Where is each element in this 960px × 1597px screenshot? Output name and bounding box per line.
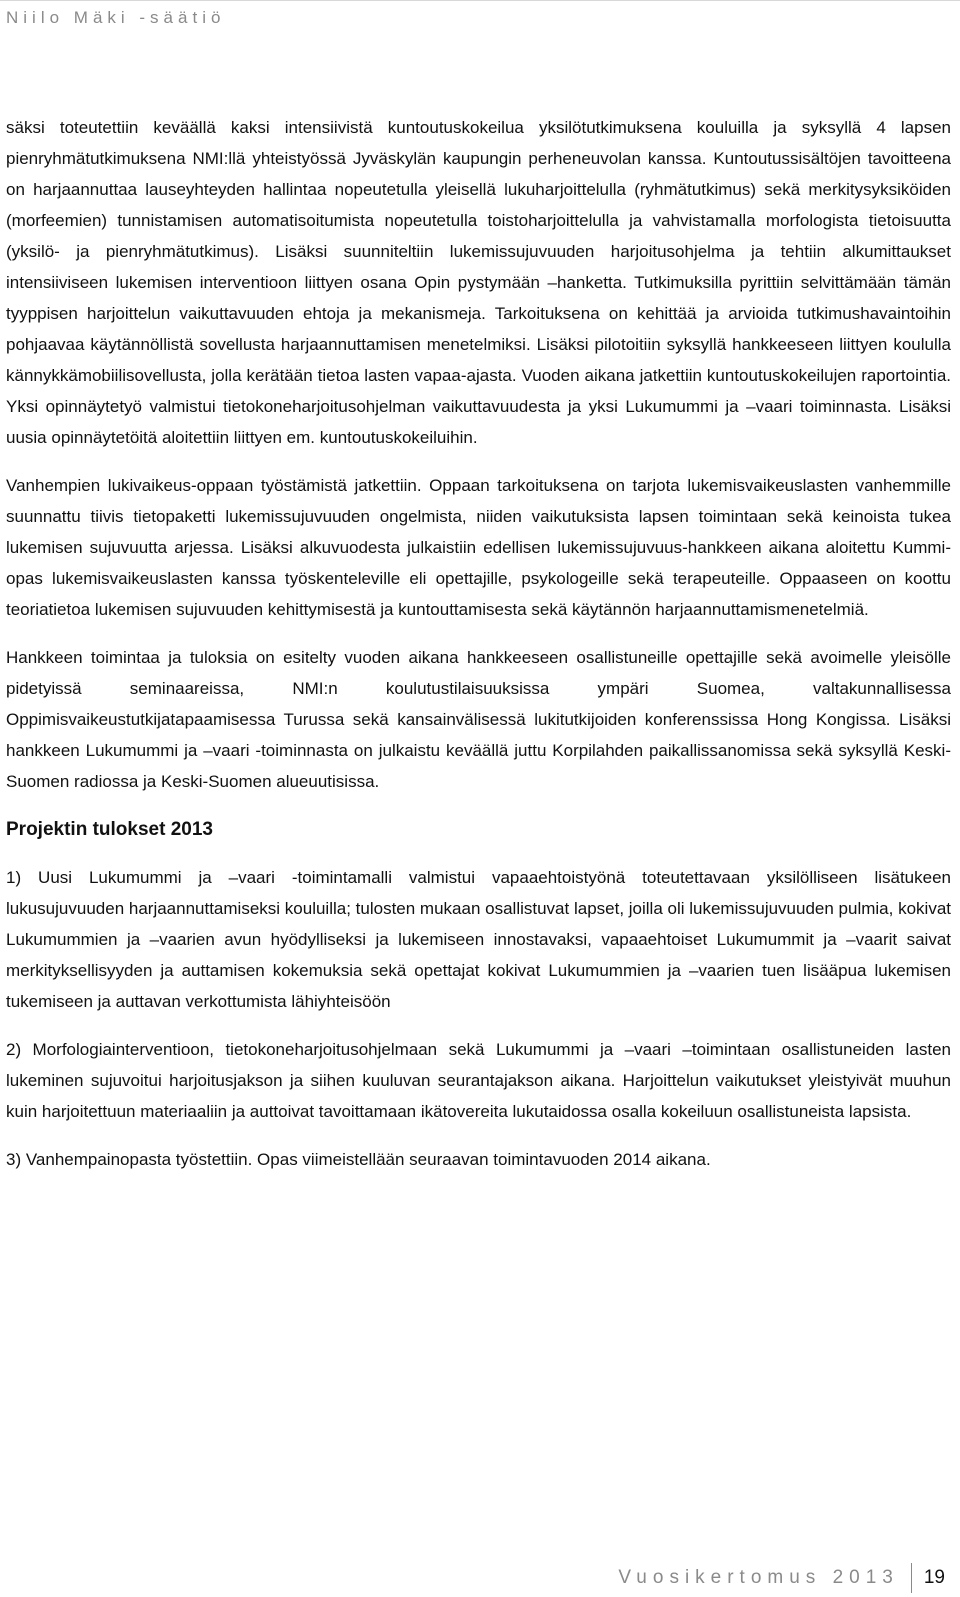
- footer-label: Vuosikertomus 2013: [618, 1567, 899, 1588]
- header-rule: [0, 0, 960, 1]
- body-paragraph-1: säksi toteutettiin keväällä kaksi intensiivistä kuntoutuskokeilua yksilötutkimuksena kouluilla ja syksyllä 4 lapsen pienryhmätutkimuksena NMI:llä yhteistyössä Jyväskylän kaupungin perheneuvolan kanssa. Kuntoutussisältöjen tavoitteena on harjaannuttaa lauseyhteyden hallintaa nopeutetulla yleisellä lukuharjoittelulla (ryhmätutkimus) sekä merkitysyksiköiden (morfeemien) tunnistamisen automatisoitumista nopeutetulla toistoharjoittelulla ja vahvistamalla morfologista tietoisuutta (yksilö- ja pienryhmätutkimus). Lisäksi suunniteltiin lukemissujuvuuden harjoitusohjelma ja tehtiin alkumittaukset intensiiviseen lukemisen interventioon liittyen osana Opin pystymään –hanketta. Tutkimuksilla pyrittiin selvittämään tämän tyyppisen harjoittelun vaikuttavuuden ehtoja ja mekanismeja. Tarkoituksena on kehittää ja arvioida tutkimushavaintoihin pohjaavaa käytännöllistä sovellusta harjaannuttamisen menetelmiksi. Lisäksi pilotoitiin syksyllä hankkeeseen liittyen koululla kännykkämobiilisovellusta, jolla kerätään tietoa lasten vapaa-ajasta. Vuoden aikana jatkettiin kuntoutuskokeilujen raportointia. Yksi opinnäytetyö valmistui tietokoneharjoitusohjelman vaikuttavuudesta ja yksi Lukumummi ja –vaari toiminnasta. Lisäksi uusia opinnäytetöitä aloitettiin liittyen em. kuntoutuskokeiluihin.: [6, 118, 951, 447]
- result-item-2: 2) Morfologiainterventioon, tietokoneharjoitusohjelmaan sekä Lukumummi ja –vaari –toimintaan osallistuneiden lasten lukeminen sujuvoitui harjoitusjakson ja siihen kuuluvan seurantajakson aikana. Harjoittelun vaikutukset yleistyivät muuhun kuin harjoitettuun materiaaliin ja auttoivat tavoittamaan ikätovereita lukutaidossa osalla kokeiluun osallistuneista lapsista.: [6, 1040, 951, 1121]
- page-footer: [618, 1563, 945, 1593]
- footer-divider: [911, 1563, 912, 1593]
- result-item-1: 1) Uusi Lukumummi ja –vaari -toimintamalli valmistui vapaaehtoistyönä toteutettavaan yksilölliseen lisätukeen lukusujuvuuden harjaannuttamiseksi kouluilla; tulosten mukaan osallistuvat lapset, joilla oli lukemissujuvuuden pulmia, kokivat Lukumummien ja –vaarien avun hyödylliseksi ja lukemiseen innostavaksi, vapaaehtoiset Lukumummit ja –vaarit saivat merkityksellisyyden ja auttamisen kokemuksia sekä opettajat kokivat Lukumummien ja –vaarien tuen lisääpua lukemisen tukemiseen ja auttavan verkottumista lähiyhteisöön: [6, 868, 951, 1011]
- document-body: [6, 112, 951, 1192]
- result-item-3: 3) Vanhempainopasta työstettiin. Opas viimeistellään seuraavan toimintavuoden 2014 aikana.: [6, 1150, 711, 1169]
- header-title: Niilo Mäki -säätiö: [6, 8, 226, 27]
- section-heading: Projektin tulokset 2013: [6, 819, 213, 840]
- body-paragraph-2: Vanhempien lukivaikeus-oppaan työstämistä jatkettiin. Oppaan tarkoituksena on tarjota lukemisvaikeuslasten vanhemmille suunnattu tiivis tietopaketti lukemissujuvuuden ongelmista, niiden vaikutuksista lapsen toimintaan sekä keinoista tukea lukemisen sujuvuutta arjessa. Lisäksi alkuvuodesta julkaistiin edellisen lukemissujuvuus-hankkeen aikana aloitettu Kummi-opas lukemisvaikeuslasten kanssa työskenteleville eli opettajille, psykologeille sekä terapeuteille. Oppaaseen on koottu teoriatietoa lukemisen sujuvuuden kehittymisestä ja kuntouttamisesta sekä käytännön harjaannuttamismenetelmiä.: [6, 476, 951, 619]
- body-paragraph-3: Hankkeen toimintaa ja tuloksia on esitelty vuoden aikana hankkeeseen osallistuneille opettajille sekä avoimelle yleisölle pidetyissä seminaareissa, NMI:n koulutustilaisuuksissa ympäri Suomea, valtakunnallisessa Oppimisvaikeustutkijatapaamisessa Turussa sekä kansainvälisessä lukitutkijoiden konferenssissa Hong Kongissa. Lisäksi hankkeen Lukumummi ja –vaari -toiminnasta on julkaistu keväällä juttu Korpilahden paikallissanomissa sekä syksyllä Keski-Suomen radiossa ja Keski-Suomen alueuutisissa.: [6, 648, 951, 791]
- page-number: 19: [923, 1567, 945, 1588]
